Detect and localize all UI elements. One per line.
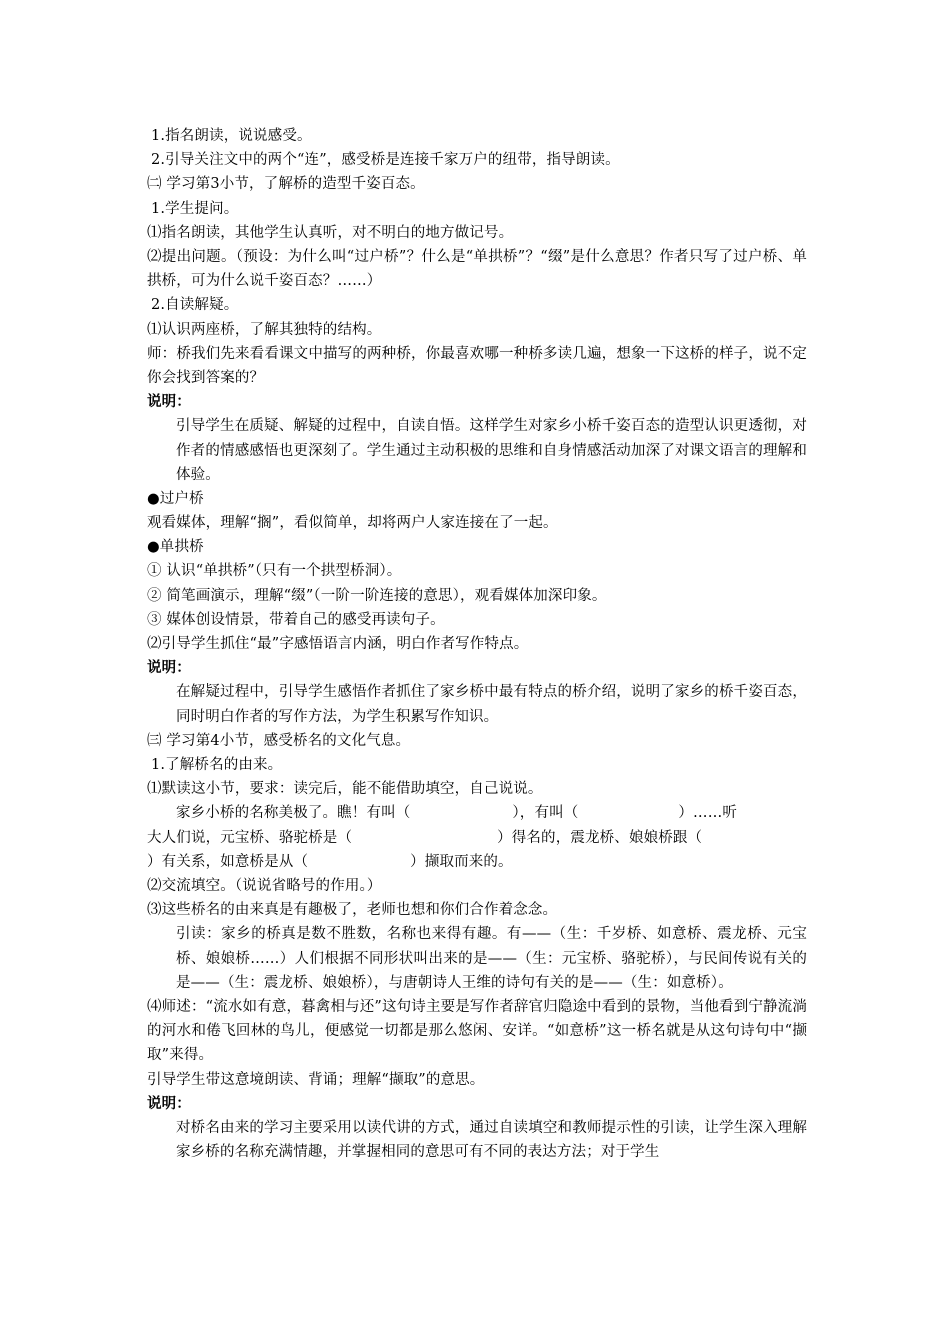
fill-text-a: 家乡小桥的名称美极了。瞧！有叫（ [176, 805, 411, 822]
sub-step-questions: ⑵提出问题。（预设：为什么叫“过户桥”？什么是“单拱桥”？“缀”是什么意思？作者只写了过户桥、单拱桥，可为什么说千姿百态？……） [147, 248, 807, 290]
circled-item-2: ② 简笔画演示，理解“缀”（一阶一阶连接的意思），观看媒体加深印象。 [147, 587, 607, 604]
bullet-guohu-bridge: ●过户桥 [147, 490, 204, 507]
step-self-read: 2.自读解疑。 [151, 297, 239, 314]
step-1-read-aloud: 1.指名朗读，说说感受。 [151, 128, 312, 144]
note-label: 说明： [147, 393, 191, 411]
document-page [147, 124, 807, 1164]
fill-in-blank-line-3 [147, 850, 807, 874]
sub-step-read: ⑴指名朗读，其他学生认真听，对不明白的地方做记号。 [147, 224, 514, 241]
step-bridge-names: 1.了解桥名的由来。 [151, 757, 283, 774]
sub-step-read-together: ⑶这些桥名的由来真是有趣极了，老师也想和你们合作着念念。 [147, 902, 558, 919]
fill-in-blank-line-2 [147, 826, 807, 850]
circled-item-1: ① 认识“单拱桥”（只有一个拱型桥洞）。 [147, 563, 402, 580]
step-2-guide: 2.引导关注文中的两个“连”，感受桥是连接千家万户的纽带，指导朗读。 [151, 152, 620, 169]
fill-in-blank-paragraph [147, 801, 807, 825]
sub-step-know-bridges: ⑴认识两座桥，了解其独特的结构。 [147, 321, 382, 338]
note-paragraph-2: 在解疑过程中，引导学生感悟作者抓住了家乡桥中最有特点的桥介绍，说明了家乡的桥千姿百态，同时明白作者的写作方法，为学生积累写作知识。 [176, 684, 807, 725]
sub-step-exchange: ⑵交流填空。（说说省略号的作用。） [147, 877, 382, 894]
bullet-single-arch-bridge: ●单拱桥 [147, 539, 204, 556]
note-label: 说明： [147, 1094, 191, 1112]
note-paragraph-3: 对桥名由来的学习主要采用以读代讲的方式，通过自读填空和教师提示性的引读，让学生深入理解家乡桥的名称充满情趣，并掌握相同的意思可有不同的表达方法；对于学生 [176, 1119, 807, 1161]
fill-text-c: ）……听 [678, 805, 738, 822]
circled-item-3: ③ 媒体创设情景，带着自己的感受再读句子。 [147, 611, 445, 628]
fill-text-f: ）有关系，如意桥是从（ [147, 853, 309, 870]
teacher-narration: ⑷师述：“流水如有意，暮禽相与还”这句诗主要是写作者辞官归隐途中看到的景物，当他看到宁静流淌的河水和倦飞回林的鸟儿，便感觉一切都是那么悠闲、安详。“如意桥”这一桥名就是从这句诗句中“撷取”来得。 [147, 998, 807, 1064]
sub-step-zui: ⑵引导学生抓住“最”字感悟语言内涵，明白作者写作特点。 [147, 636, 529, 653]
section-3-heading: ㈢ 学习第4小节，感受桥名的文化气息。 [147, 732, 411, 749]
teacher-prompt: 师：桥我们先来看看课文中描写的两种桥，你最喜欢哪一种桥多读几遍，想象一下这桥的样子，说不定你会找到答案的？ [147, 345, 807, 386]
section-2-heading: ㈡ 学习第3小节，了解桥的造型千姿百态。 [147, 176, 425, 193]
fill-text-g: ）撷取而来的。 [410, 853, 513, 870]
note-label: 说明： [147, 659, 191, 677]
step-student-questions: 1.学生提问。 [151, 200, 239, 217]
sub-step-silent-read: ⑴默读这小节，要求：读完后，能不能借助填空，自己说说。 [147, 781, 543, 798]
fill-text-e: ）得名的，震龙桥、娘娘桥跟（ [497, 829, 703, 846]
note-paragraph-1: 引导学生在质疑、解疑的过程中，自读自悟。这样学生对家乡小桥千姿百态的造型认识更透彻，对作者的情感感悟也更深刻了。学生通过主动积极的思维和自身情感活动加深了对课文语言的理解和体验。 [176, 418, 807, 483]
fill-text-d: 大人们说，元宝桥、骆驼桥是（ [147, 829, 353, 846]
guided-reading-paragraph: 引读：家乡的桥真是数不胜数，名称也来得有趣。有——（生：千岁桥、如意桥、震龙桥、元宝桥、娘娘桥……）人们根据不同形状叫出来的是——（生：元宝桥、骆驼桥），与民间传说有关的是——（生：震龙桥、娘娘桥），与唐朝诗人王维的诗句有关的是——（生：如意桥）。 [176, 926, 807, 991]
guide-recite: 引导学生带这意境朗读、背诵；理解“撷取”的意思。 [147, 1071, 485, 1088]
guohu-bridge-text: 观看媒体，理解“搁”，看似简单，却将两户人家连接在了一起。 [147, 515, 558, 532]
fill-text-b: ），有叫（ [512, 805, 579, 822]
